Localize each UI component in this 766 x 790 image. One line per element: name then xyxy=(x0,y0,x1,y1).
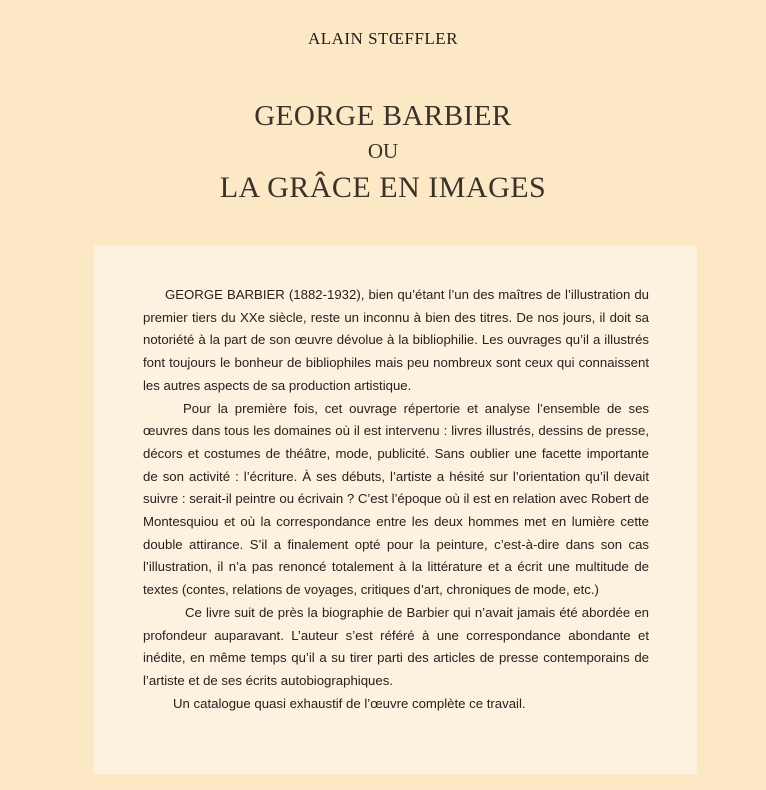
title-line-1: GEORGE BARBIER xyxy=(254,100,512,132)
title-line-3: LA GRÂCE EN IMAGES xyxy=(219,171,547,204)
title-line-2: OU xyxy=(367,139,399,163)
paragraph-1: GEORGE BARBIER (1882-1932), bien qu’étant l’un des maîtres de l’illustration du premier tiers du XXe siècle, reste un inconnu à bien des titres. De nos jours, il doit sa notoriété à la part de son œuvre dévolue à la bibliophilie. Les ouvrages qu’il a illustrés font toujours le bonheur de bibliophiles mais peu nombreux sont ceux qui connaissent les autres aspects de sa production artistique. xyxy=(143,287,649,393)
paragraph-3: Ce livre suit de près la biographie de Barbier qui n’avait jamais été abordée en profondeur auparavant. L’auteur s’est référé à une correspondance abondante et inédite, en même temps qu’il a su tirer parti des articles de presse contemporains de l’artiste et de ses écrits autobiographiques. xyxy=(143,604,649,688)
body-text xyxy=(143,284,649,715)
paragraph-4: Un catalogue quasi exhaustif de l’œuvre complète ce travail. xyxy=(173,695,526,711)
book-title xyxy=(0,96,766,210)
paragraph-2: Pour la première fois, cet ouvrage répertorie et analyse l’ensemble de ses œuvres dans tous les domaines où il est intervenu : livres illustrés, dessins de presse, décors et costumes de théâtre, mode, publicité. Sans oublier une facette importante de son activité : l’écriture. À ses débuts, l’artiste a hésité sur l’orientation qu’il devait suivre : serait-il peintre ou écrivain ? C’est l’époque où il est en relation avec Robert de Montesquiou et où la correspondance entre les deux hommes met en lumière cette double attirance. S’il a finalement opté pour la peinture, c’est-à-dire dans son cas l’illustration, il n’a pas renoncé totalement à la littérature et a écrit une multitude de textes (contes, relations de voyages, critiques d’art, chroniques de mode, etc.) xyxy=(143,400,649,598)
author-name: ALAIN STŒFFLER xyxy=(307,29,459,48)
